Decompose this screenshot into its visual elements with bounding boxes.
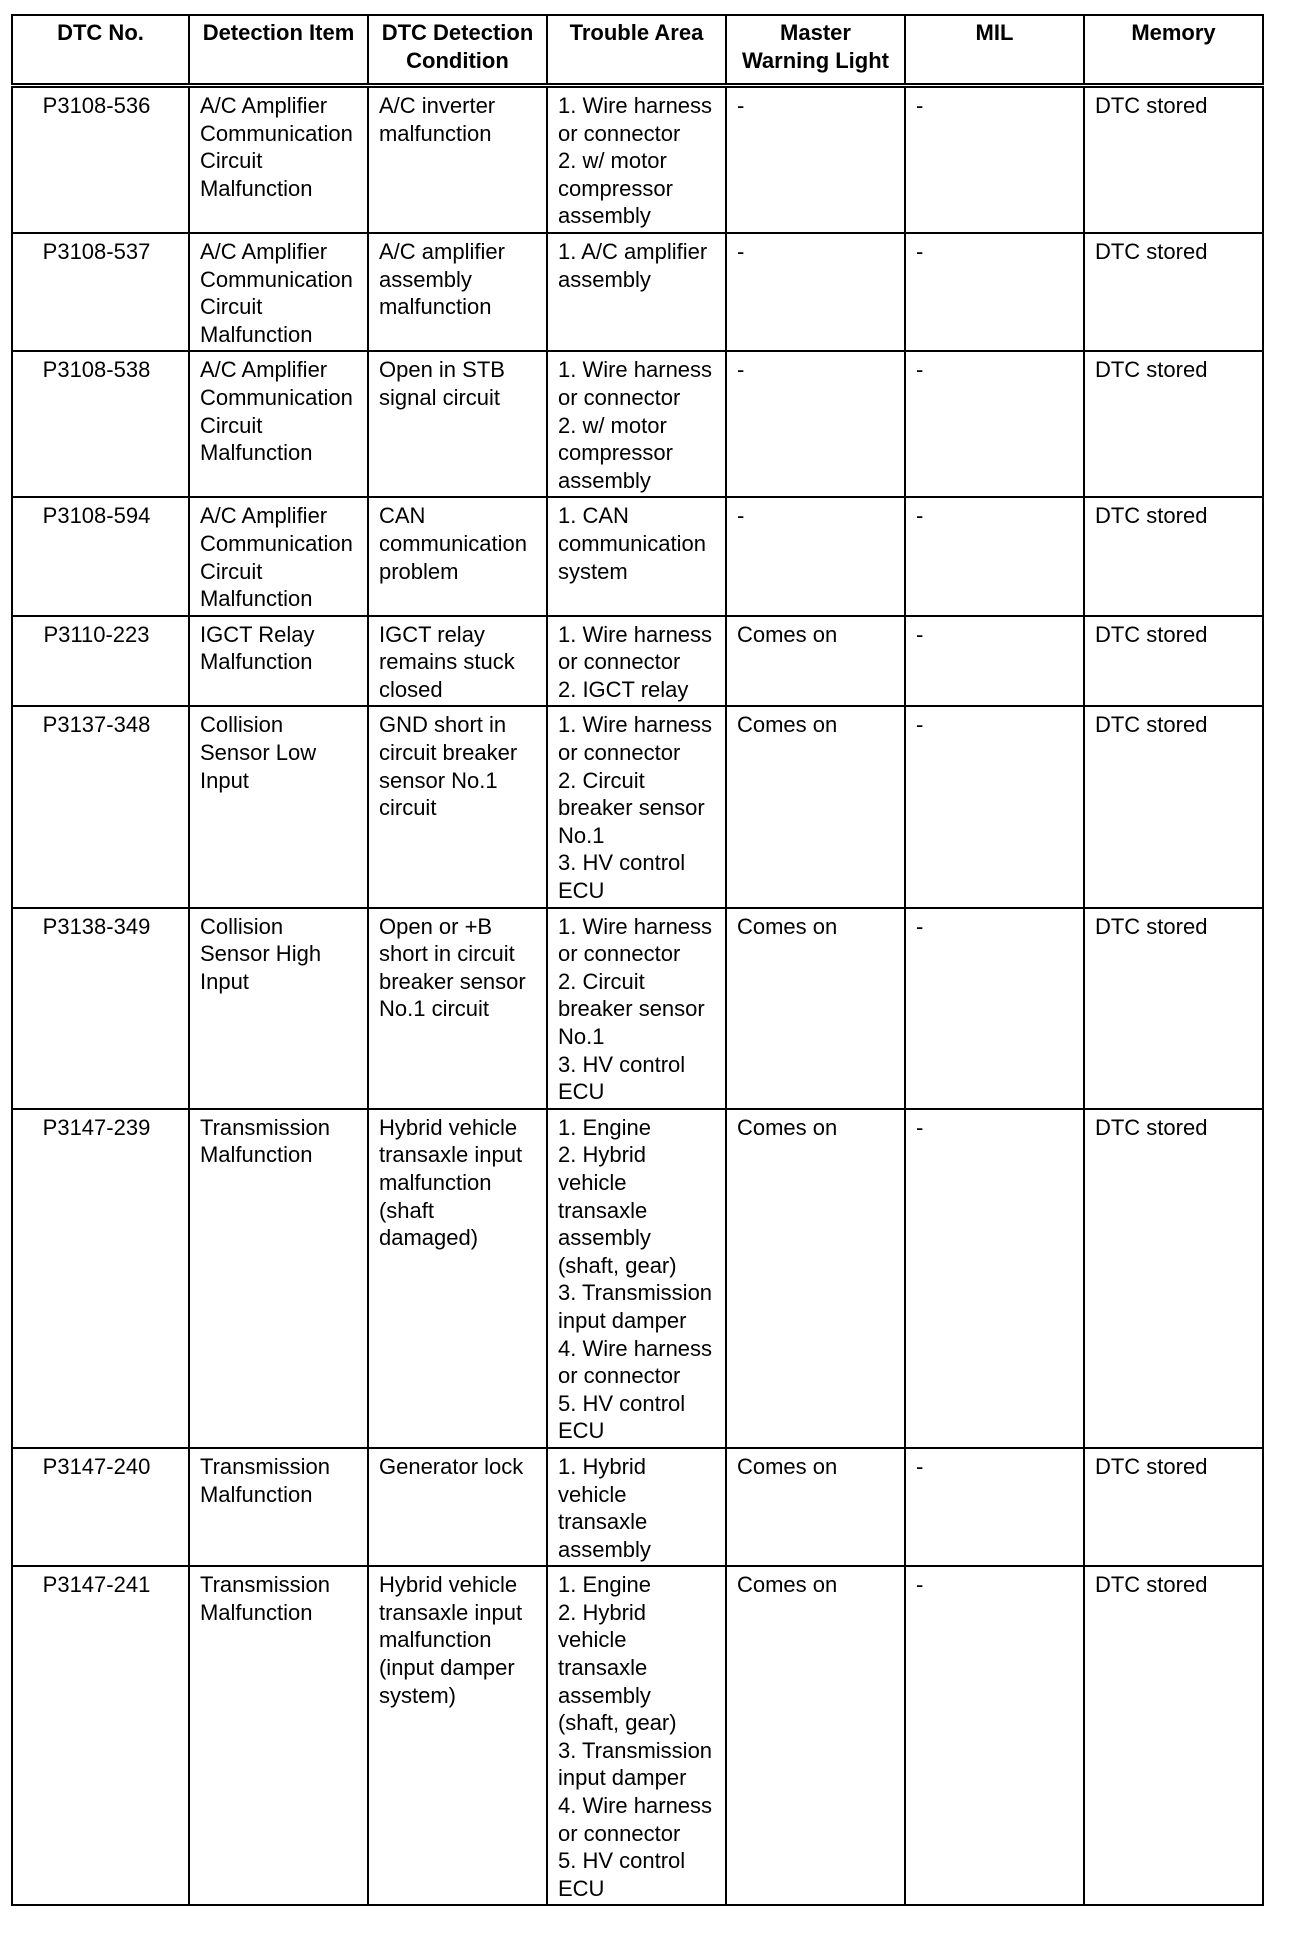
cell-line: 1. Engine (557, 1114, 651, 1140)
cell-trouble-area (547, 1566, 726, 1905)
cell-line: malfunction (378, 1169, 492, 1195)
cell-trouble-area (547, 1109, 726, 1448)
cell-line: 2. Circuit (557, 767, 645, 793)
cell-line: (input damper (378, 1655, 515, 1681)
cell-detection-condition (368, 908, 547, 1109)
table-row (12, 1448, 1263, 1566)
cell-line: GND short in (378, 712, 507, 738)
cell-line: signal circuit (378, 384, 501, 410)
cell-line: Malfunction (199, 175, 313, 201)
cell-dtc-no: P3147-240 (12, 1448, 189, 1566)
cell-line: Transmission (199, 1453, 330, 1479)
header-detection-condition (368, 15, 547, 86)
cell-line: Malfunction (199, 1142, 313, 1168)
cell-line: circuit breaker (378, 740, 518, 766)
cell-line: (shaft (378, 1197, 435, 1223)
cell-line: vehicle (557, 1169, 627, 1195)
cell-line: transaxle input (378, 1142, 523, 1168)
cell-line: 3. Transmission (557, 1737, 713, 1763)
table-row (12, 908, 1263, 1109)
cell-master-warning-light: Comes on (726, 706, 905, 907)
cell-line: Open in STB (378, 357, 505, 383)
table-header-row (12, 15, 1263, 86)
cell-line: Input (199, 968, 249, 994)
cell-line: system (557, 558, 628, 584)
table-row (12, 616, 1263, 707)
table-row (12, 1109, 1263, 1448)
cell-line: No.1 circuit (378, 996, 490, 1022)
cell-master-warning-light: - (726, 86, 905, 233)
header-line: Master (780, 20, 851, 45)
cell-mil: - (905, 908, 1084, 1109)
cell-line: assembly (378, 266, 472, 292)
cell-line: assembly (557, 203, 651, 229)
cell-line: Communication (199, 530, 353, 556)
cell-line: transaxle (557, 1655, 648, 1681)
cell-line: or connector (557, 120, 681, 146)
cell-line: Sensor High (199, 941, 322, 967)
cell-line: 4. Wire harness (557, 1335, 713, 1361)
cell-line: 1. Wire harness (557, 621, 713, 647)
cell-line: IGCT Relay (199, 621, 315, 647)
cell-mil: - (905, 1109, 1084, 1448)
cell-line: Open or +B (378, 913, 493, 939)
cell-master-warning-light: Comes on (726, 1566, 905, 1905)
cell-detection-condition (368, 497, 547, 615)
cell-line: vehicle (557, 1627, 627, 1653)
table-row (12, 1566, 1263, 1905)
cell-line: ECU (557, 878, 605, 904)
cell-line: Circuit (199, 412, 263, 438)
cell-line: system) (378, 1682, 456, 1708)
cell-trouble-area (547, 233, 726, 351)
cell-master-warning-light: Comes on (726, 1109, 905, 1448)
cell-memory: DTC stored (1084, 1109, 1263, 1448)
cell-detection-item (189, 351, 368, 497)
cell-line: 3. HV control (557, 1051, 686, 1077)
cell-line: A/C Amplifier (199, 93, 328, 118)
cell-mil: - (905, 351, 1084, 497)
header-line: Condition (406, 47, 509, 73)
header-memory: Memory (1084, 15, 1263, 86)
cell-detection-item (189, 497, 368, 615)
table-row (12, 351, 1263, 497)
cell-line: breaker sensor (557, 996, 705, 1022)
cell-dtc-no: P3108-538 (12, 351, 189, 497)
cell-detection-condition (368, 351, 547, 497)
cell-line: A/C Amplifier (199, 238, 328, 264)
cell-line: Communication (199, 120, 353, 146)
cell-line: assembly (557, 266, 651, 292)
cell-line: closed (378, 676, 443, 702)
cell-mil: - (905, 706, 1084, 907)
cell-memory: DTC stored (1084, 233, 1263, 351)
cell-line: assembly (557, 1536, 651, 1562)
cell-line: 2. Hybrid (557, 1599, 647, 1625)
cell-memory: DTC stored (1084, 1566, 1263, 1905)
cell-line: or connector (557, 384, 681, 410)
header-dtc-no: DTC No. (12, 15, 189, 86)
cell-line: (shaft, gear) (557, 1710, 677, 1736)
cell-detection-item (189, 908, 368, 1109)
cell-line: Circuit (199, 294, 263, 320)
cell-mil: - (905, 1566, 1084, 1905)
header-detection-item: Detection Item (189, 15, 368, 86)
cell-mil: - (905, 1448, 1084, 1566)
cell-memory: DTC stored (1084, 706, 1263, 907)
cell-trouble-area (547, 706, 726, 907)
cell-line: Circuit (199, 558, 263, 584)
cell-line: 5. HV control (557, 1848, 686, 1874)
cell-trouble-area (547, 86, 726, 233)
cell-line: vehicle (557, 1481, 627, 1507)
cell-detection-item (189, 1448, 368, 1566)
cell-trouble-area (547, 497, 726, 615)
cell-line: 1. Wire harness (557, 712, 713, 738)
cell-memory: DTC stored (1084, 86, 1263, 233)
cell-line: Circuit (199, 148, 263, 174)
cell-detection-condition (368, 1448, 547, 1566)
cell-line: breaker sensor (378, 968, 526, 994)
cell-dtc-no: P3108-594 (12, 497, 189, 615)
cell-line: or connector (557, 941, 681, 967)
cell-dtc-no: P3147-239 (12, 1109, 189, 1448)
cell-line: transaxle (557, 1509, 648, 1535)
cell-line: damaged) (378, 1225, 479, 1251)
cell-line: Malfunction (199, 586, 313, 612)
cell-line: compressor (557, 440, 673, 466)
cell-line: or connector (557, 1820, 681, 1846)
cell-master-warning-light: - (726, 351, 905, 497)
cell-line: or connector (557, 649, 681, 675)
cell-line: assembly (557, 1225, 651, 1251)
cell-line: malfunction (378, 1627, 492, 1653)
cell-line: 2. Hybrid (557, 1142, 647, 1168)
header-master-warning-light (726, 15, 905, 86)
cell-detection-item (189, 706, 368, 907)
cell-line: 1. Wire harness (557, 913, 713, 939)
cell-line: A/C inverter (378, 93, 496, 118)
cell-line: Hybrid vehicle (378, 1572, 518, 1598)
cell-detection-condition (368, 616, 547, 707)
cell-line: Malfunction (199, 1599, 313, 1625)
cell-master-warning-light: Comes on (726, 908, 905, 1109)
cell-trouble-area (547, 351, 726, 497)
cell-line: Collision (199, 913, 284, 939)
cell-line: 2. w/ motor (557, 148, 667, 174)
cell-memory: DTC stored (1084, 616, 1263, 707)
cell-line: 2. Circuit (557, 968, 645, 994)
header-trouble-area: Trouble Area (547, 15, 726, 86)
cell-line: ECU (557, 1418, 605, 1444)
cell-line: communication (557, 530, 706, 556)
cell-line: problem (378, 558, 459, 584)
cell-line: assembly (557, 467, 651, 493)
cell-dtc-no: P3108-537 (12, 233, 189, 351)
cell-line: 3. HV control (557, 850, 686, 876)
cell-detection-condition (368, 706, 547, 907)
cell-detection-condition (368, 233, 547, 351)
cell-memory: DTC stored (1084, 908, 1263, 1109)
cell-line: Collision (199, 712, 284, 738)
cell-line: Malfunction (199, 440, 313, 466)
table-body (12, 86, 1263, 1906)
cell-line: 1. CAN (557, 503, 629, 529)
cell-trouble-area (547, 1448, 726, 1566)
cell-line: transaxle input (378, 1599, 523, 1625)
cell-line: ECU (557, 1875, 605, 1901)
cell-line: malfunction (378, 120, 492, 146)
cell-line: (shaft, gear) (557, 1252, 677, 1278)
cell-line: A/C amplifier (378, 238, 505, 264)
table-row (12, 233, 1263, 351)
cell-line: assembly (557, 1682, 651, 1708)
cell-mil: - (905, 86, 1084, 233)
cell-mil: - (905, 616, 1084, 707)
cell-dtc-no: P3138-349 (12, 908, 189, 1109)
cell-detection-condition (368, 1566, 547, 1905)
cell-trouble-area (547, 616, 726, 707)
cell-line: 5. HV control (557, 1390, 686, 1416)
cell-line: 1. A/C amplifier (557, 238, 708, 264)
cell-dtc-no: P3147-241 (12, 1566, 189, 1905)
cell-master-warning-light: Comes on (726, 616, 905, 707)
cell-line: malfunction (378, 294, 492, 320)
table-row (12, 706, 1263, 907)
cell-master-warning-light: Comes on (726, 1448, 905, 1566)
cell-mil: - (905, 233, 1084, 351)
cell-line: sensor No.1 (378, 767, 498, 793)
cell-line: CAN (378, 503, 426, 529)
cell-line: 4. Wire harness (557, 1793, 713, 1819)
cell-line: ECU (557, 1079, 605, 1105)
cell-line: Input (199, 767, 249, 793)
cell-line: Transmission (199, 1572, 330, 1598)
cell-line: input damper (557, 1307, 687, 1333)
cell-line: Transmission (199, 1114, 330, 1140)
header-mil: MIL (905, 15, 1084, 86)
cell-line: 1. Wire harness (557, 357, 713, 383)
cell-detection-item (189, 616, 368, 707)
cell-detection-item (189, 1566, 368, 1905)
cell-line: breaker sensor (557, 795, 705, 821)
table-row (12, 497, 1263, 615)
cell-mil: - (905, 497, 1084, 615)
cell-line: Hybrid vehicle (378, 1114, 518, 1140)
table-row (12, 86, 1263, 233)
cell-line: 1. Hybrid (557, 1453, 647, 1479)
cell-line: A/C Amplifier (199, 503, 328, 529)
header-line: Warning Light (741, 47, 889, 73)
cell-line: communication (378, 530, 527, 556)
cell-detection-item (189, 1109, 368, 1448)
cell-line: 1. Wire harness (557, 93, 713, 118)
cell-line: Communication (199, 266, 353, 292)
cell-line: circuit (378, 795, 437, 821)
cell-line: No.1 (557, 1024, 605, 1049)
cell-line: short in circuit (378, 941, 515, 967)
cell-line: Malfunction (199, 649, 313, 675)
cell-line: Generator lock (378, 1453, 524, 1479)
cell-line: IGCT relay (378, 621, 485, 647)
dtc-table (11, 14, 1264, 1906)
cell-dtc-no: P3137-348 (12, 706, 189, 907)
cell-line: No.1 (557, 822, 605, 848)
cell-memory: DTC stored (1084, 497, 1263, 615)
cell-line: remains stuck (378, 649, 515, 675)
cell-detection-condition (368, 1109, 547, 1448)
cell-line: Malfunction (199, 321, 313, 347)
cell-dtc-no: P3108-536 (12, 86, 189, 233)
cell-memory: DTC stored (1084, 351, 1263, 497)
cell-trouble-area (547, 908, 726, 1109)
header-line: DTC Detection (381, 20, 534, 45)
cell-line: transaxle (557, 1197, 648, 1223)
cell-detection-item (189, 233, 368, 351)
cell-line: input damper (557, 1765, 687, 1791)
cell-detection-item (189, 86, 368, 233)
cell-memory: DTC stored (1084, 1448, 1263, 1566)
cell-line: 2. IGCT relay (557, 676, 689, 702)
cell-line: or connector (557, 740, 681, 766)
cell-line: compressor (557, 175, 673, 201)
cell-detection-condition (368, 86, 547, 233)
cell-line: 1. Engine (557, 1572, 651, 1598)
cell-line: 2. w/ motor (557, 412, 667, 438)
cell-master-warning-light: - (726, 497, 905, 615)
cell-line: or connector (557, 1363, 681, 1389)
cell-line: A/C Amplifier (199, 357, 328, 383)
cell-dtc-no: P3110-223 (12, 616, 189, 707)
cell-line: Sensor Low (199, 740, 317, 766)
cell-master-warning-light: - (726, 233, 905, 351)
cell-line: 3. Transmission (557, 1280, 713, 1306)
cell-line: Malfunction (199, 1481, 313, 1507)
cell-line: Communication (199, 384, 353, 410)
